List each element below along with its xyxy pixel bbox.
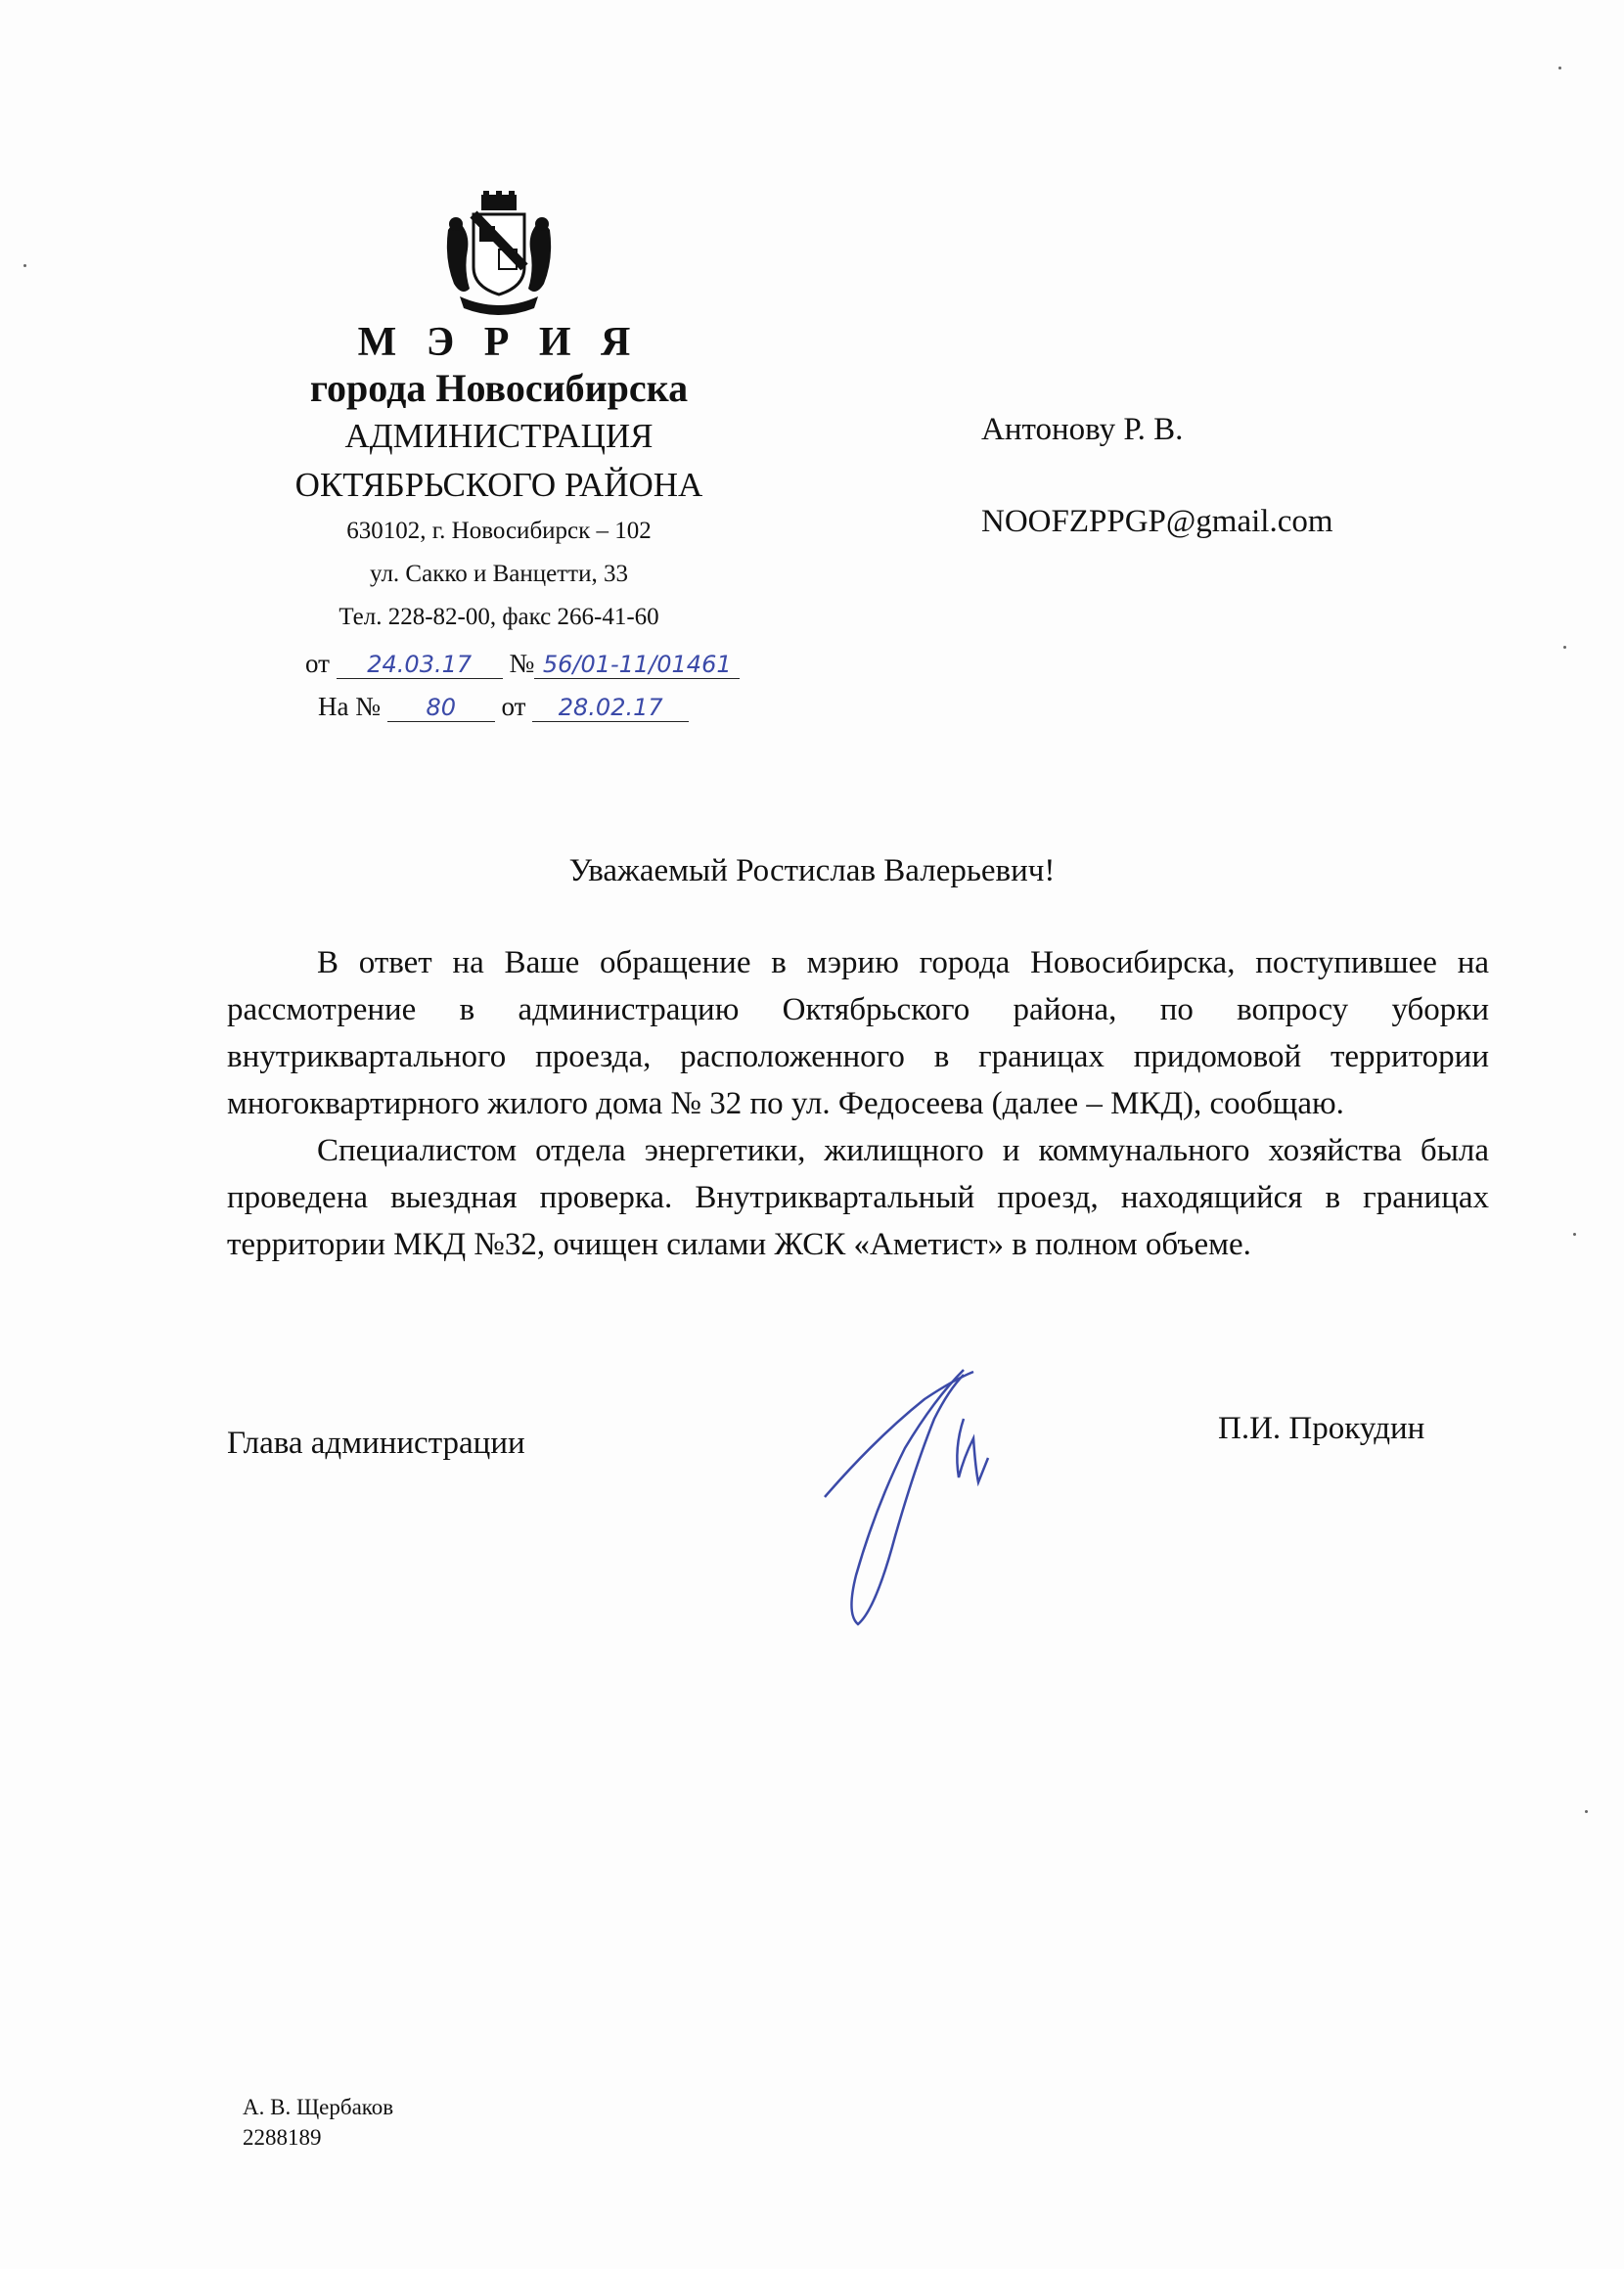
- admin-title-line2: ОКТЯБРЬСКОГО РАЙОНА: [294, 466, 703, 504]
- address-line1: 630102, г. Новосибирск – 102: [346, 518, 652, 544]
- executor-info: [243, 2092, 393, 2153]
- scan-speck: [23, 264, 26, 267]
- scan-speck: [1558, 67, 1561, 69]
- executor-name: А. В. Щербаков: [243, 2095, 394, 2119]
- coat-of-arms-icon: [440, 191, 558, 318]
- signatory-name: П.И. Прокудин: [1218, 1411, 1425, 1446]
- scan-speck: [1563, 646, 1566, 649]
- salutation: Уважаемый Ростислав Валерьевич!: [568, 853, 1056, 888]
- address-line2: ул. Сакко и Ванцетти, 33: [370, 561, 628, 587]
- meria-title: М Э Р И Я: [357, 320, 641, 365]
- handwritten-signature: [817, 1360, 993, 1644]
- addressee-email: NOOFZPPGP@gmail.com: [981, 504, 1333, 539]
- phone-fax: Тел. 228-82-00, факс 266-41-60: [338, 604, 659, 630]
- outgoing-number: 56/01-11/01461: [534, 651, 740, 679]
- number-label: №: [509, 649, 535, 678]
- outgoing-registration: [305, 649, 740, 679]
- reply-registration: [318, 692, 689, 722]
- addressee-name: Антонову Р. В.: [981, 412, 1184, 447]
- body-paragraph-1: В ответ на Ваше обращение в мэрию города Новосибирска, поступившее на рассмотрение в администрацию Октябрьского района, по вопросу уборки внутриквартального проезда, расположенного в границах придомовой территории многоквартирного жилого дома № 32 по ул. Федосеева (далее – МКД), сообщаю.: [227, 945, 1489, 1121]
- executor-phone: 2288189: [243, 2125, 322, 2150]
- letter-body: [227, 939, 1489, 1268]
- reply-number: 80: [387, 694, 495, 722]
- from-label: от: [305, 649, 330, 678]
- outgoing-date: 24.03.17: [337, 651, 503, 679]
- reply-date: 28.02.17: [532, 694, 689, 722]
- scan-speck: [1585, 1810, 1588, 1813]
- reply-label: На №: [318, 692, 381, 721]
- letterhead: [225, 191, 773, 639]
- admin-title-line1: АДМИНИСТРАЦИЯ: [344, 417, 654, 455]
- reply-from-label: от: [501, 692, 526, 721]
- scan-speck: [1573, 1233, 1576, 1236]
- body-paragraph-2: Специалистом отдела энергетики, жилищного и коммунального хозяйства была проведена выездная проверка. Внутриквартальный проезд, находящийся в границах территории МКД №32, очищен силами ЖСК «Аметист» в полном объеме.: [227, 1133, 1489, 1262]
- city-title: города Новосибирска: [309, 366, 689, 410]
- signatory-title: Глава администрации: [227, 1426, 525, 1461]
